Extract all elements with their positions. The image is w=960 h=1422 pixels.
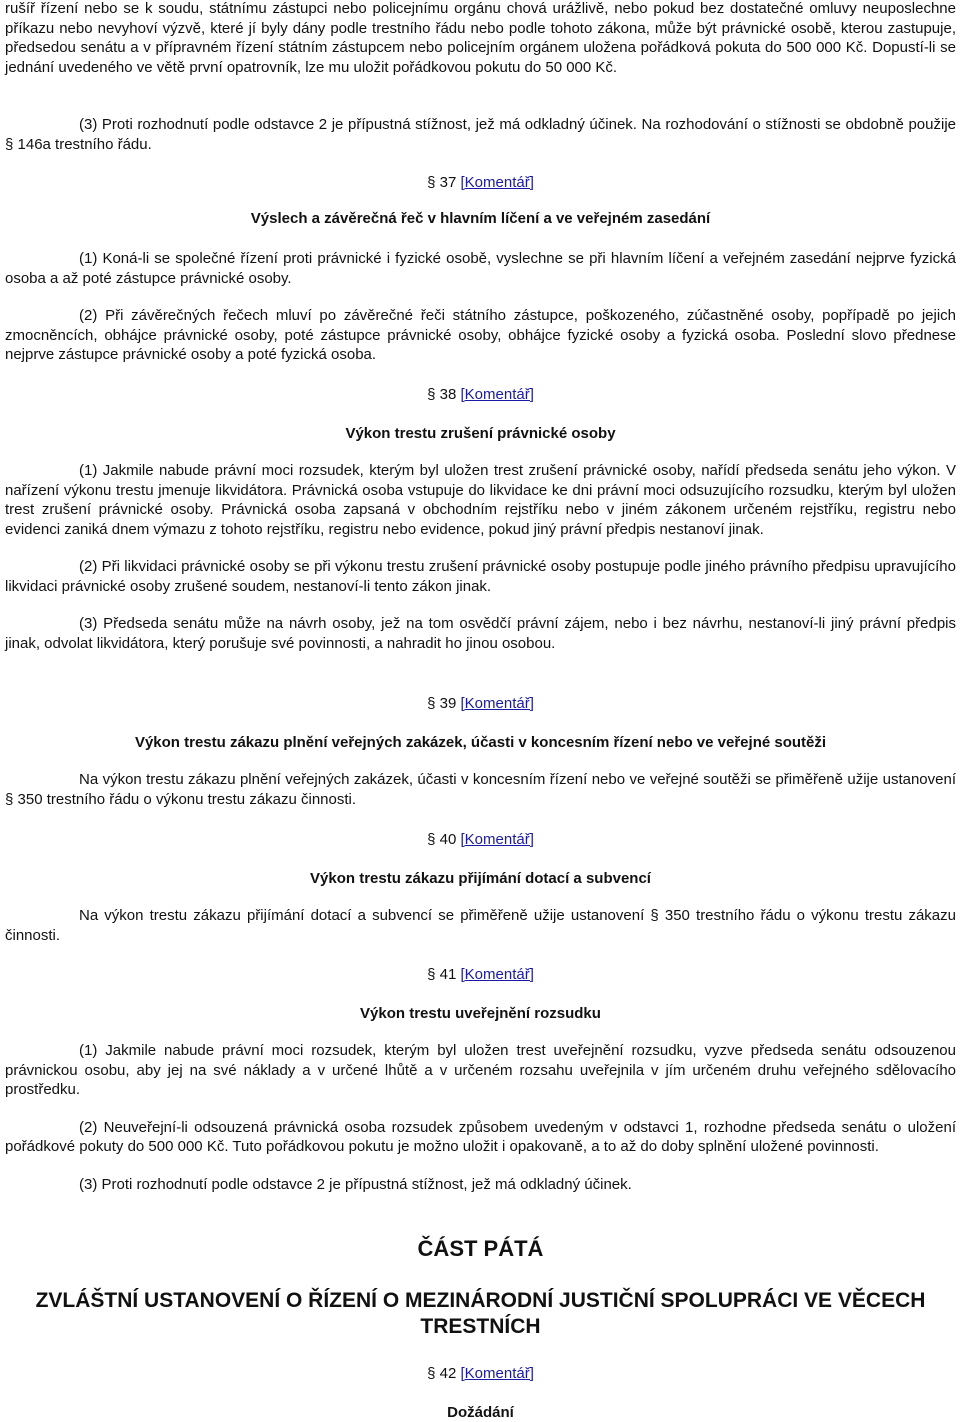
section-title: Výkon trestu uveřejnění rozsudku [5, 1004, 956, 1024]
paragraph: (2) Při závěrečných řečech mluví po závěrečné řeči státního zástupce, poškozeného, zúčastněné osoby, popřípadě po jejich zmocněncích, obhájce právnické osoby, poté zástupce právnické osoby, obhájce fyzické osoby a fyzická osoba. Poslední slovo přednese nejprve zástupce právnické osoby a poté fyzická osoba. [5, 306, 956, 365]
section-number: § 42 [Komentář] [5, 1364, 956, 1384]
section-title: Výslech a závěrečná řeč v hlavním líčení a ve veřejném zasedání [5, 209, 956, 229]
section-title: Výkon trestu zákazu přijímání dotací a subvencí [5, 869, 956, 889]
part-subtitle: ZVLÁŠTNÍ USTANOVENÍ O ŘÍZENÍ O MEZINÁRODNÍ JUSTIČNÍ SPOLUPRÁCI VE VĚCECH TRESTNÍCH [5, 1288, 956, 1339]
paragraph-continuation: rušíř řízení nebo se k soudu, státnímu zástupci nebo policejnímu orgánu chová urážlivě, nebo pokud bez dostatečné omluvy neuposlechne příkazu nebo nevyhoví výzvě, které jí byly dány podle trestního řádu nebo podle tohoto zákona, může být právnické osobě, kterou zastupuje, předsedou senátu a v přípravném řízení státním zástupcem nebo policejním orgánem uložena pořádková pokuta do 500 000 Kč. Dopustí-li se jednání uvedeného ve větě první opatrovník, lze mu uložit pořádkovou pokutu do 50 000 Kč. [5, 0, 956, 77]
komentar-link[interactable]: [Komentář] [461, 386, 534, 403]
section-number: § 37 [Komentář] [5, 173, 956, 193]
paragraph: Na výkon trestu zákazu přijímání dotací a subvencí se přiměřeně užije ustanovení § 350 trestního řádu o výkonu trestu zákazu činnosti. [5, 906, 956, 945]
paragraph: (3) Předseda senátu může na návrh osoby, jež na tom osvědčí právní zájem, nebo i bez návrhu, nestanoví-li jiný právní předpis jinak, odvolat likvidátora, který porušuje své povinnosti, a nahradit ho jinou osobou. [5, 614, 956, 653]
komentar-link[interactable]: [Komentář] [461, 695, 534, 712]
paragraph: (2) Neuveřejní-li odsouzená právnická osoba rozsudek způsobem uvedeným v odstavci 1, rozhodne předseda senátu o uložení pořádkové pokuty do 500 000 Kč. Tuto pořádkovou pokutu je možno uložit i opakovaně, a to až do doby splnění uložené povinnosti. [5, 1118, 956, 1157]
section-title: Výkon trestu zákazu plnění veřejných zakázek, účasti v koncesním řízení nebo ve veřejné soutěži [5, 733, 956, 753]
section-41 [5, 965, 956, 1194]
paragraph-3: (3) Proti rozhodnutí podle odstavce 2 je přípustná stížnost, jež má odkladný účinek. Na rozhodování o stížnosti se obdobně použije § 146a trestního řádu. [5, 115, 956, 154]
section-39 [5, 694, 956, 809]
section-38 [5, 385, 956, 653]
section-number: § 39 [Komentář] [5, 694, 956, 714]
section-number: § 38 [Komentář] [5, 385, 956, 405]
komentar-link[interactable]: [Komentář] [461, 174, 534, 191]
part-title: ČÁST PÁTÁ [5, 1236, 956, 1262]
paragraph: (1) Koná-li se společné řízení proti právnické i fyzické osobě, vyslechne se při hlavním líčení a veřejném zasedání nejprve fyzická osoba a až poté zástupce právnické osoby. [5, 249, 956, 288]
paragraph: (1) Jakmile nabude právní moci rozsudek, kterým byl uložen trest zrušení právnické osoby, nařídí předseda senátu jeho výkon. V nařízení výkonu trestu jmenuje likvidátora. Právnická osoba vstupuje do likvidace ke dni právní moci odsuzujícího rozsudku, kterým byl uložen trest zrušení právnické osoby. Právnická osoba zapsaná v obchodním rejstříku nebo v jiném zákonem určeném rejstříku, registru nebo evidenci zaniká dnem výmazu z tohoto rejstříku, registru nebo evidence, pokud jiný právní předpis nestanoví jinak. [5, 461, 956, 539]
komentar-link[interactable]: [Komentář] [461, 1365, 534, 1382]
paragraph: (2) Při likvidaci právnické osoby se při výkonu trestu zrušení právnické osoby postupuje podle jiného právního předpisu upravujícího likvidaci právnické osoby zrušené soudem, nestanoví-li tento zákon jinak. [5, 557, 956, 596]
section-40 [5, 830, 956, 945]
section-42 [5, 1364, 956, 1422]
paragraph: (3) Proti rozhodnutí podle odstavce 2 je přípustná stížnost, jež má odkladný účinek. [5, 1175, 956, 1195]
komentar-link[interactable]: [Komentář] [461, 831, 534, 848]
section-title: Dožádání [5, 1403, 956, 1422]
section-title: Výkon trestu zrušení právnické osoby [5, 424, 956, 444]
section-37 [5, 173, 956, 365]
paragraph: (1) Jakmile nabude právní moci rozsudek, kterým byl uložen trest uveřejnění rozsudku, vyzve předseda senátu odsouzenou právnickou osobu, aby jej na své náklady a v určené lhůtě a v určeném rozsahu uveřejnila v jím určeném druhu veřejného sdělovacího prostředku. [5, 1041, 956, 1100]
section-number: § 41 [Komentář] [5, 965, 956, 985]
section-number: § 40 [Komentář] [5, 830, 956, 850]
paragraph: Na výkon trestu zákazu plnění veřejných zakázek, účasti v koncesním řízení nebo ve veřejné soutěži se přiměřeně užije ustanovení § 350 trestního řádu o výkonu trestu zákazu činnosti. [5, 770, 956, 809]
komentar-link[interactable]: [Komentář] [461, 966, 534, 983]
